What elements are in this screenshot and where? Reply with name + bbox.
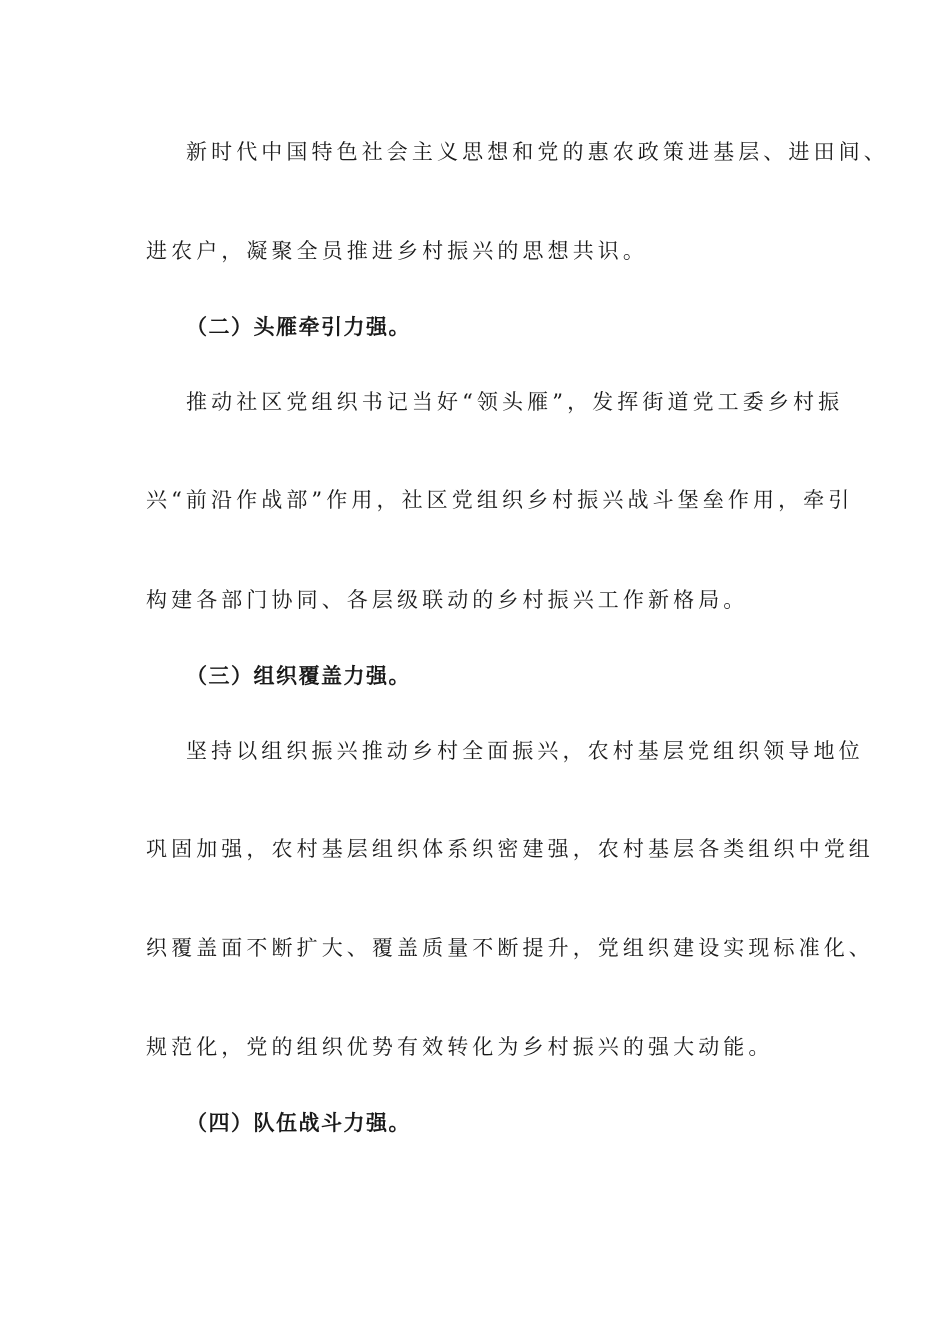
paragraph-line: 织覆盖面不断扩大、覆盖质量不断提升，党组织建设实现标准化、 [146, 936, 874, 960]
paragraph-line: 坚持以组织振兴推动乡村全面振兴，农村基层党组织领导地位 [186, 739, 864, 763]
paragraph-line: 规范化，党的组织优势有效转化为乡村振兴的强大动能。 [146, 1035, 774, 1059]
paragraph-line: 构建各部门协同、各层级联动的乡村振兴工作新格局。 [146, 588, 749, 612]
paragraph-line: 推动社区党组织书记当好“领头雁”，发挥街道党工委乡村振 [186, 390, 844, 414]
paragraph-line: 新时代中国特色社会主义思想和党的惠农政策进基层、进田间、 [186, 140, 889, 164]
section-heading: （三）组织覆盖力强。 [186, 664, 411, 688]
paragraph-line: 兴“前沿作战部”作用，社区党组织乡村振兴战斗堡垒作用，牵引 [146, 488, 854, 512]
section-heading: （二）头雁牵引力强。 [186, 315, 411, 339]
paragraph-line: 巩固加强，农村基层组织体系织密建强，农村基层各类组织中党组 [146, 837, 874, 861]
paragraph-line: 进农户，凝聚全员推进乡村振兴的思想共识。 [146, 239, 648, 263]
section-heading: （四）队伍战斗力强。 [186, 1111, 411, 1135]
